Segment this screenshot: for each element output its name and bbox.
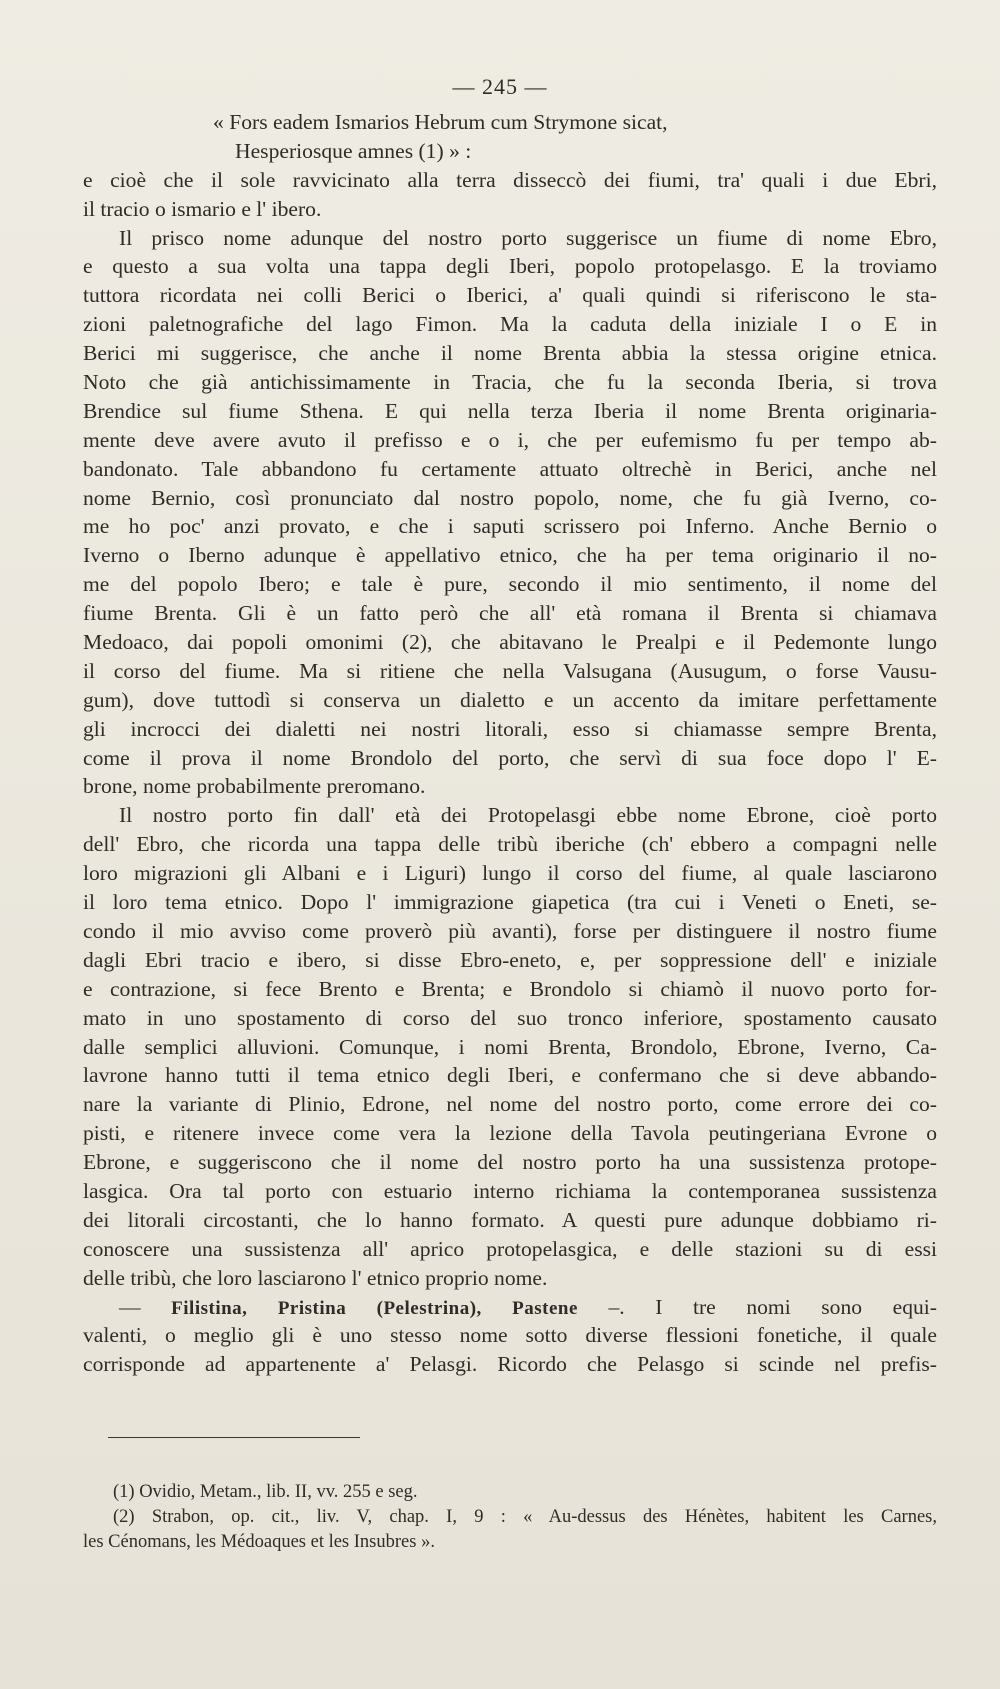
text-line: Noto che già antichissimamente in Tracia, che fu la seconda Iberia, si trova (83, 370, 937, 395)
text-line: e cioè che il sole ravvicinato alla terra disseccò dei fiumi, tra' quali i due Ebri, (83, 167, 937, 192)
text-line: Ebrone, e suggeriscono che il nome del nostro porto ha una sussistenza protope- (83, 1150, 937, 1175)
text-line: tuttora ricordata nei colli Berici o Iberici, a' quali quindi si riferiscono le sta- (83, 283, 937, 308)
text-line: e contrazione, si fece Brento e Brenta; e Brondolo si chiamò il nuovo porto for- (83, 976, 937, 1001)
text-line: loro migrazioni gli Albani e i Liguri) lungo il corso del fiume, al quale lasciarono (83, 861, 937, 886)
text-line: il corso del fiume. Ma si ritiene che nella Valsugana (Ausugum, o forse Vausu- (83, 658, 937, 683)
text-line: come il prova il nome Brondolo del porto, che servì di sua foce dopo l' E- (83, 745, 937, 770)
text-line: gli incrocci dei dialetti nei nostri litorali, esso si chiamasse sempre Brenta, (83, 716, 937, 741)
text-line: Iverno o Iberno adunque è appellativo etnico, che ha per tema originario il no- (83, 543, 937, 568)
text-line: me del popolo Ibero; e tale è pure, secondo il mio sentimento, il nome del (83, 572, 937, 597)
text-line: Il nostro porto fin dall' età dei Protopelasgi ebbe nome Ebrone, cioè porto (119, 803, 937, 828)
text-line: mente deve avere avuto il prefisso e o i, che per eufemismo fu per tempo ab- (83, 427, 937, 452)
text-line: corrisponde ad appartenente a' Pelasgi. Ricordo che Pelasgo si scinde nel prefis- (83, 1352, 937, 1377)
text-line: delle tribù, che loro lasciarono l' etnico proprio nome. (83, 1265, 548, 1290)
footnote-2: (2) Strabon, op. cit., liv. V, chap. I, 9 : « Au-dessus des Hénètes, habitent les Carnes, (113, 1507, 937, 1527)
text-line: mato in uno spostamento di corso del suo tronco inferiore, spostamento causato (83, 1005, 937, 1030)
section-heading-line (83, 1293, 937, 1322)
text-line: conoscere una sussistenza all' aprico protopelasgica, e delle stazioni su di essi (83, 1236, 937, 1261)
text-line: dagli Ebri tracio e ibero, si disse Ebro-eneto, e, per soppressione dell' e iniziale (83, 947, 937, 972)
text-line: brone, nome probabilmente preromano. (83, 774, 426, 799)
text-line: Berici mi suggerisce, che anche il nome Brenta abbia la stessa origine etnica. (83, 341, 937, 366)
text-line: valenti, o meglio gli è uno stesso nome sotto diverse flessioni fonetiche, il quale (83, 1323, 937, 1348)
section-heading-title: Filistina, Pristina (Pelestrina), Pastene (171, 1297, 578, 1319)
text-line: bandonato. Tale abbandono fu certamente attuato oltrechè in Berici, anche nel (83, 456, 937, 481)
text-line: zioni paletnografiche del lago Fimon. Ma la caduta della iniziale I o E in (83, 312, 937, 337)
text-line: Brendice sul fiume Sthena. E qui nella terza Iberia il nome Brenta originaria- (83, 398, 937, 423)
body-text (83, 108, 937, 1379)
text-line: condo il mio avviso come proverò più avanti), forse per distinguere il nostro fiume (83, 918, 937, 943)
text-line: Il prisco nome adunque del nostro porto suggerisce un fiume di nome Ebro, (119, 225, 937, 250)
text-line: lavrone hanno tutti il tema etnico degli Iberi, e confermano che si deve abbando- (83, 1063, 937, 1088)
text-line: nome Bernio, così pronunciato dal nostro popolo, nome, che fu già Iverno, co- (83, 485, 937, 510)
text-line: il tracio o ismario e l' ibero. (83, 196, 322, 221)
text-line: il loro tema etnico. Dopo l' immigrazione giapetica (tra cui i Veneti o Eneti, se- (83, 890, 937, 915)
text-line: Medoaco, dai popoli omonimi (2), che abitavano le Prealpi e il Pedemonte lungo (83, 630, 937, 655)
text-line: lasgica. Ora tal porto con estuario interno richiama la contemporanea sussistenza (83, 1178, 937, 1203)
footnote-1: (1) Ovidio, Metam., lib. II, vv. 255 e seg. (113, 1482, 418, 1502)
footnote-divider (108, 1437, 360, 1438)
text-line: pisti, e ritenere invece come vera la lezione della Tavola peutingeriana Evrone o (83, 1121, 937, 1146)
text-line: e questo a sua volta una tappa degli Iberi, popolo protopelasgo. E la troviamo (83, 254, 937, 279)
text-line: nare la variante di Plinio, Edrone, nel nome del nostro porto, come errore dei co- (83, 1092, 937, 1117)
page-number: — 245 — (452, 74, 548, 99)
footnote-2-continued: les Cénomans, les Médoaques et les Insubres ». (83, 1532, 435, 1552)
text-line: fiume Brenta. Gli è un fatto però che all' età romana il Brenta si chiamava (83, 601, 937, 626)
text-line: gum), dove tuttodì si conserva un dialetto e un accento da imitare perfettamente (83, 687, 937, 712)
heading-dash: — (119, 1294, 141, 1319)
text-line: Hesperiosque amnes (1) » : (235, 138, 472, 163)
text-line: dei litorali circostanti, che lo hanno formato. A questi pure adunque dobbiamo ri- (83, 1207, 937, 1232)
heading-rest: –. I tre nomi sono equi- (608, 1294, 937, 1319)
footnotes (83, 1480, 937, 1555)
text-line: dalle semplici alluvioni. Comunque, i nomi Brenta, Brondolo, Ebrone, Iverno, Ca- (83, 1034, 937, 1059)
text-line: dell' Ebro, che ricorda una tappa delle tribù iberiche (ch' ebbero a compagni nelle (83, 832, 937, 857)
text-line: « Fors eadem Ismarios Hebrum cum Strymone sicat, (213, 110, 668, 134)
text-line: me ho poc' anzi provato, e che i saputi scrissero poi Inferno. Anche Bernio o (83, 514, 937, 539)
